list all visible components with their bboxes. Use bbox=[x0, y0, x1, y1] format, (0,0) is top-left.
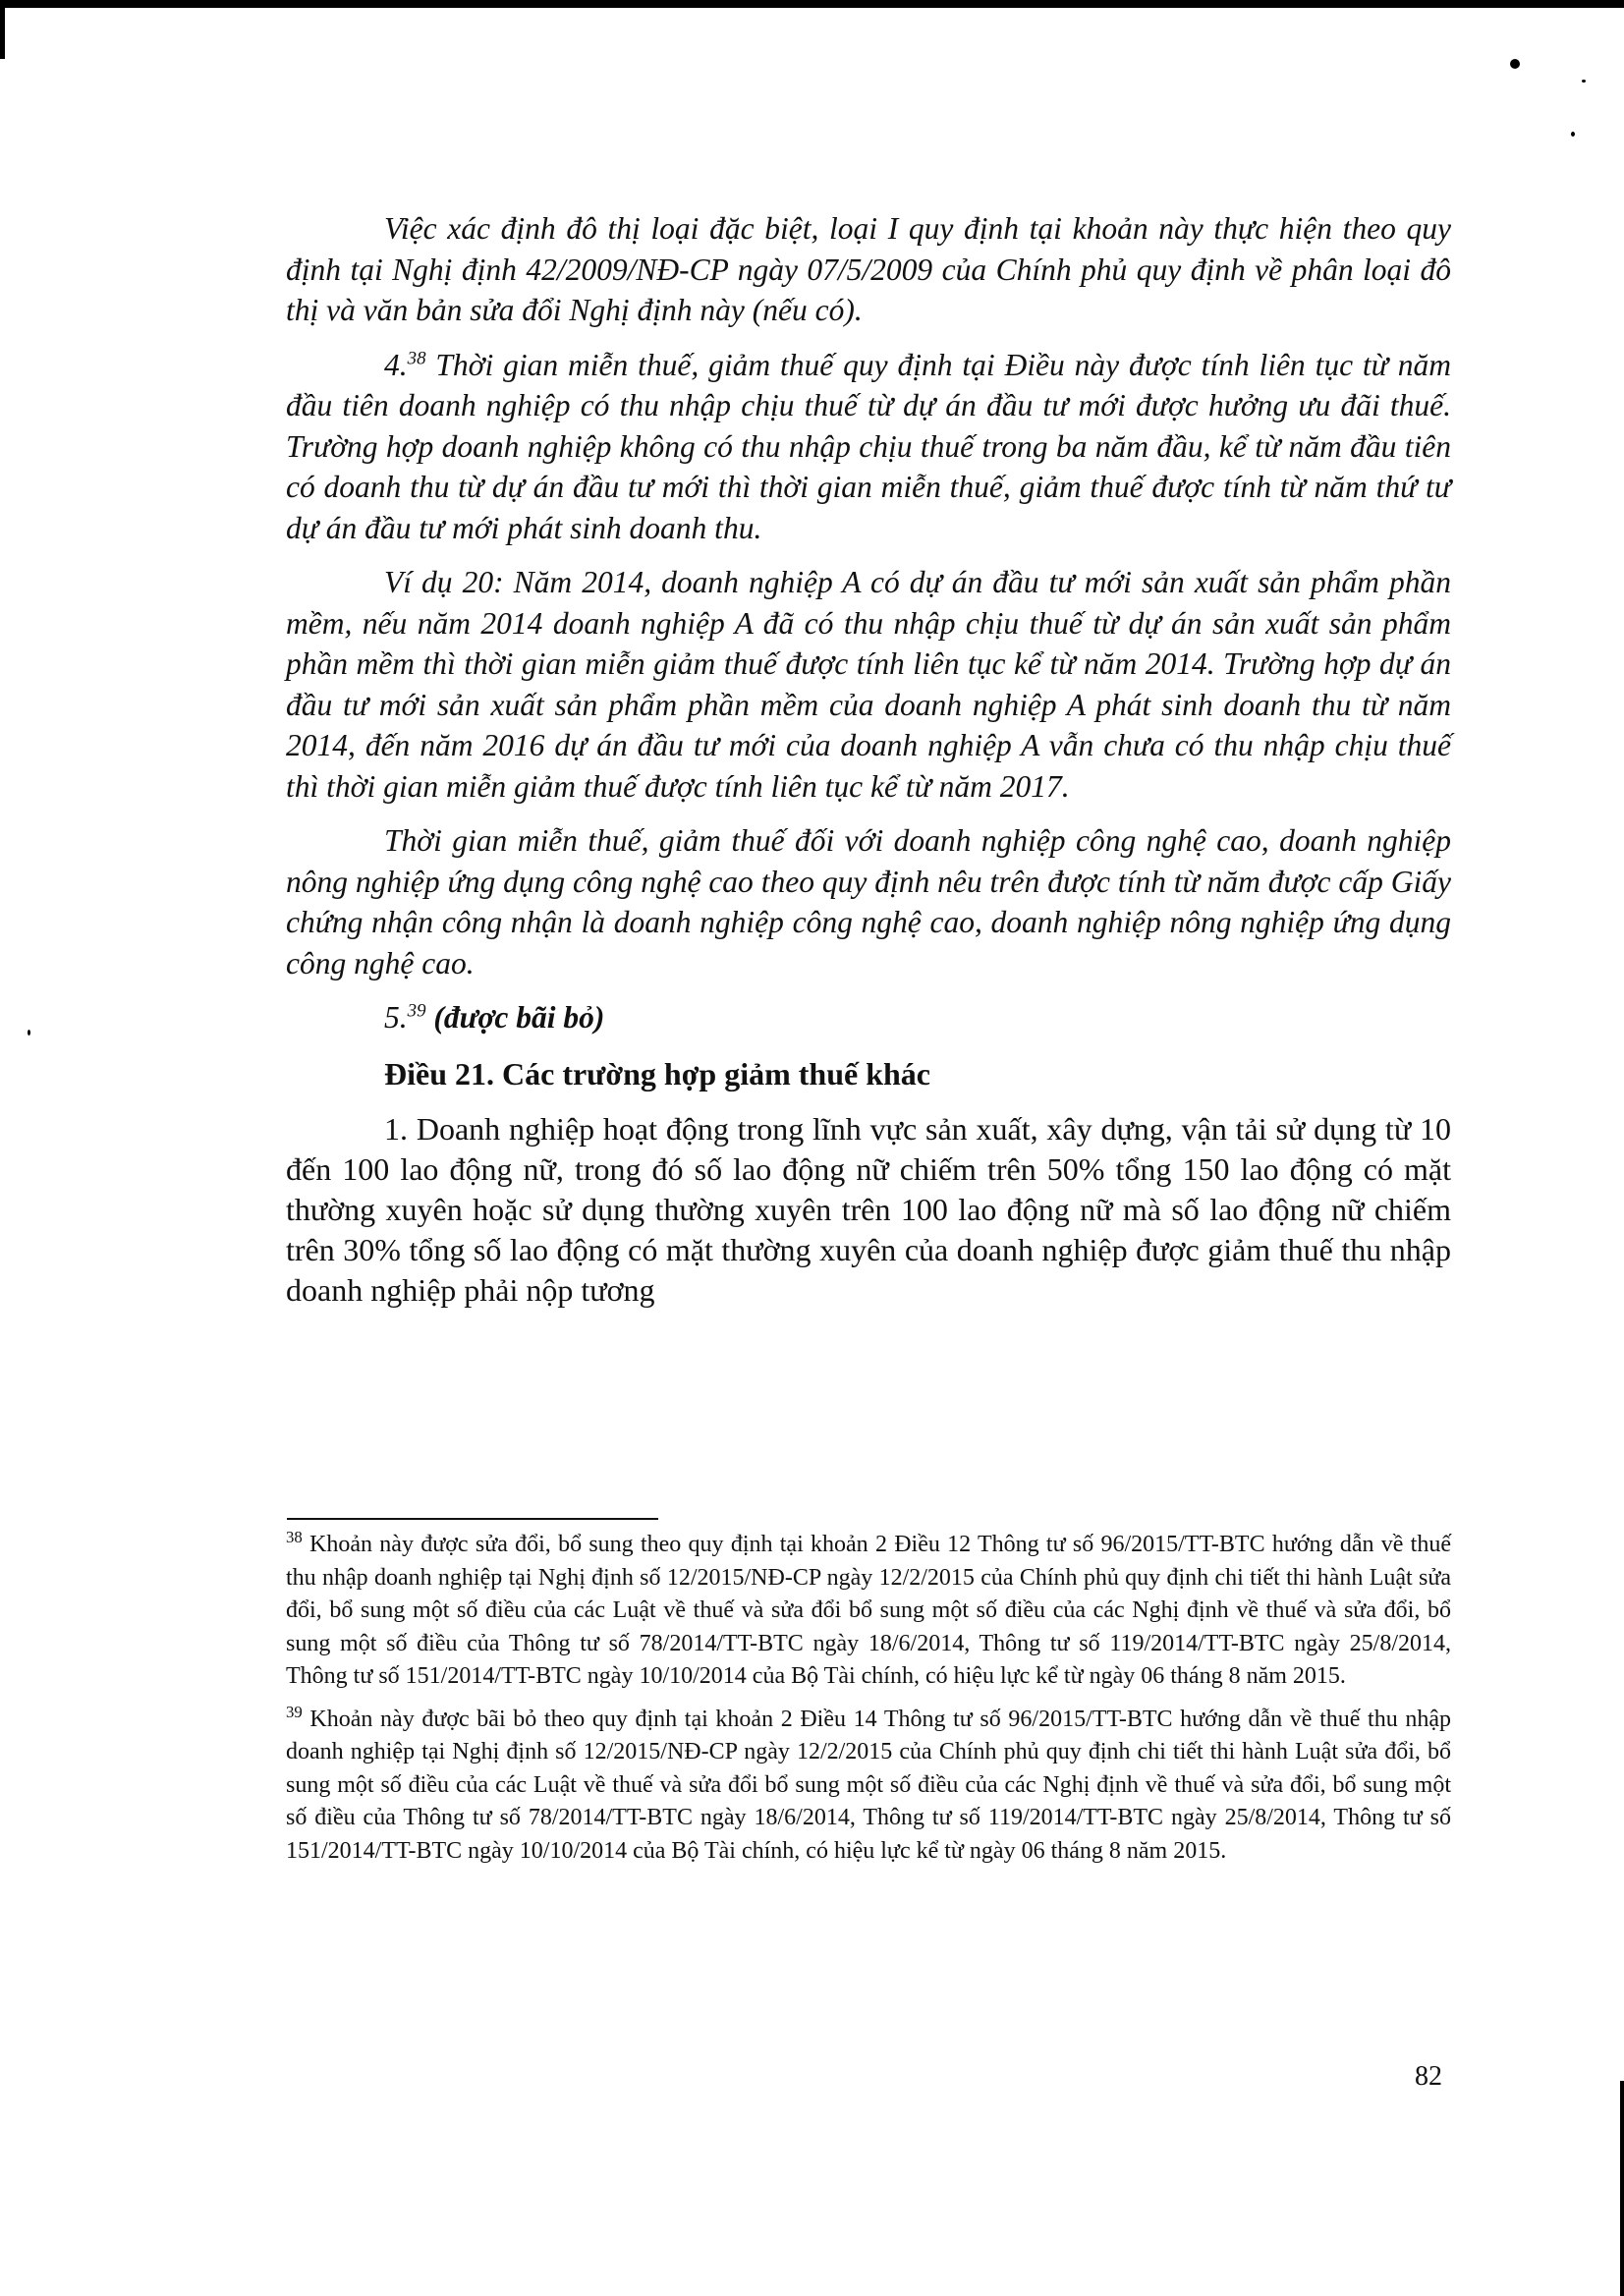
footnote-ref-39[interactable]: 39 bbox=[407, 1000, 426, 1022]
footnote-number: 38 bbox=[286, 1528, 303, 1546]
paragraph-text: Ví dụ 20: Năm 2014, doanh nghiệp A có dự án đầu tư mới sản xuất sản phẩm phần mềm, nếu năm 2014 doanh nghiệp A đã có thu nhập chịu thuế từ dự án sản xuất sản phẩm phần mềm thì thời gian miễn giảm thuế được tính liên tục kể từ năm 2014. Trường hợp dự án đầu tư mới sản xuất sản phẩm phần mềm của doanh nghiệp A phát sinh doanh thu từ năm 2014, đến năm 2016 dự án đầu tư mới của doanh nghiệp A vẫn chưa có thu nhập chịu thuế thì thời gian miễn giảm thuế được tính liên tục kể từ năm 2017. bbox=[286, 565, 1451, 804]
document-body bbox=[286, 208, 1451, 1311]
scan-speck bbox=[1510, 59, 1520, 69]
footnote-number: 39 bbox=[286, 1702, 303, 1721]
paragraph-text: (được bãi bỏ) bbox=[425, 1000, 605, 1035]
page-number: 82 bbox=[1415, 2061, 1442, 2092]
scan-speck bbox=[1571, 132, 1575, 137]
article-heading: Điều 21. Các trường hợp giảm thuế khác bbox=[384, 1055, 930, 1092]
paragraph-text: Việc xác định đô thị loại đặc biệt, loại I quy định tại khoản này thực hiện theo quy định tại Nghị định 42/2009/NĐ-CP ngày 07/5/2009 của Chính phủ quy định về phân loại đô thị và văn bản sửa đổi Nghị định này (nếu có). bbox=[286, 211, 1451, 327]
paragraph-clause-4 bbox=[286, 345, 1451, 549]
paragraph-urban-classification bbox=[286, 208, 1451, 331]
footnote-text: Khoản này được sửa đổi, bổ sung theo quy định tại khoản 2 Điều 12 Thông tư số 96/2015/TT-BTC hướng dẫn về thuế thu nhập doanh nghiệp tại Nghị định số 12/2015/NĐ-CP ngày 12/2/2015 của Chính phủ quy định chi tiết thi hành Luật sửa đổi, bổ sung một số điều của các Luật về thuế và sửa đổi bổ sung một số điều của các Nghị định về thuế và sửa đổi, bổ sung một số điều của Thông tư số 78/2014/TT-BTC ngày 18/6/2014, Thông tư số 119/2014/TT-BTC ngày 25/8/2014, Thông tư số 151/2014/TT-BTC ngày 10/10/2014 của Bộ Tài chính, có hiệu lực kể từ ngày 06 tháng 8 năm 2015. bbox=[286, 1532, 1451, 1689]
paragraph-text: Thời gian miễn thuế, giảm thuế đối với doanh nghiệp công nghệ cao, doanh nghiệp nông nghiệp ứng dụng công nghệ cao theo quy định nêu trên được tính từ năm được cấp Giấy chứng nhận công nhận là doanh nghiệp công nghệ cao, doanh nghiệp nông nghiệp ứng dụng công nghệ cao. bbox=[286, 823, 1451, 980]
paragraph-clause-5 bbox=[286, 997, 1451, 1038]
scan-speck bbox=[1582, 80, 1586, 83]
scan-border-top bbox=[0, 0, 1624, 8]
footnote-separator bbox=[287, 1518, 658, 1520]
footnote-39 bbox=[286, 1704, 1451, 1869]
paragraph-high-tech bbox=[286, 820, 1451, 983]
clause-number: 4. bbox=[384, 347, 408, 382]
clause-number: 5. bbox=[384, 1000, 408, 1035]
paragraph-text: Thời gian miễn thuế, giảm thuế quy định tại Điều này được tính liên tục từ năm đầu tiên doanh nghiệp có thu nhập chịu thuế từ dự án đầu tư mới được hưởng ưu đãi thuế. Trường hợp doanh nghiệp không có thu nhập chịu thuế trong ba năm đầu, kể từ năm đầu tiên có doanh thu từ dự án đầu tư mới thì thời gian miễn thuế, giảm thuế được tính từ năm thứ tư dự án đầu tư mới phát sinh doanh thu. bbox=[286, 347, 1451, 545]
footnote-ref-38[interactable]: 38 bbox=[407, 348, 426, 368]
footnotes bbox=[286, 1529, 1451, 1868]
scan-border-right bbox=[1620, 2081, 1624, 2296]
footnote-text: Khoản này được bãi bỏ theo quy định tại khoản 2 Điều 14 Thông tư số 96/2015/TT-BTC hướng dẫn về thuế thu nhập doanh nghiệp tại Nghị định số 12/2015/NĐ-CP ngày 12/2/2015 của Chính phủ quy định chi tiết thi hành Luật sửa đổi, bổ sung một số điều của các Luật về thuế và sửa đổi bổ sung một số điều của các Nghị định về thuế và sửa đổi, bổ sung một số điều của Thông tư số 78/2014/TT-BTC ngày 18/6/2014, Thông tư số 119/2014/TT-BTC ngày 25/8/2014, Thông tư số 151/2014/TT-BTC ngày 10/10/2014 của Bộ Tài chính, có hiệu lực kể từ ngày 06 tháng 8 năm 2015. bbox=[286, 1706, 1451, 1864]
scan-border-left bbox=[0, 0, 5, 59]
footnote-38 bbox=[286, 1529, 1451, 1694]
article-paragraph-1: 1. Doanh nghiệp hoạt động trong lĩnh vực sản xuất, xây dựng, vận tải sử dụng từ 10 đến 100 lao động nữ, trong đó số lao động nữ chiếm trên 50% tổng 150 lao động có mặt thường xuyên hoặc sử dụng thường xuyên trên 100 lao động nữ mà số lao động nữ chiếm trên 30% tổng số lao động có mặt thường xuyên của doanh nghiệp được giảm thuế thu nhập doanh nghiệp phải nộp tương bbox=[286, 1110, 1451, 1308]
scan-speck bbox=[28, 1030, 30, 1036]
paragraph-example-20 bbox=[286, 562, 1451, 807]
